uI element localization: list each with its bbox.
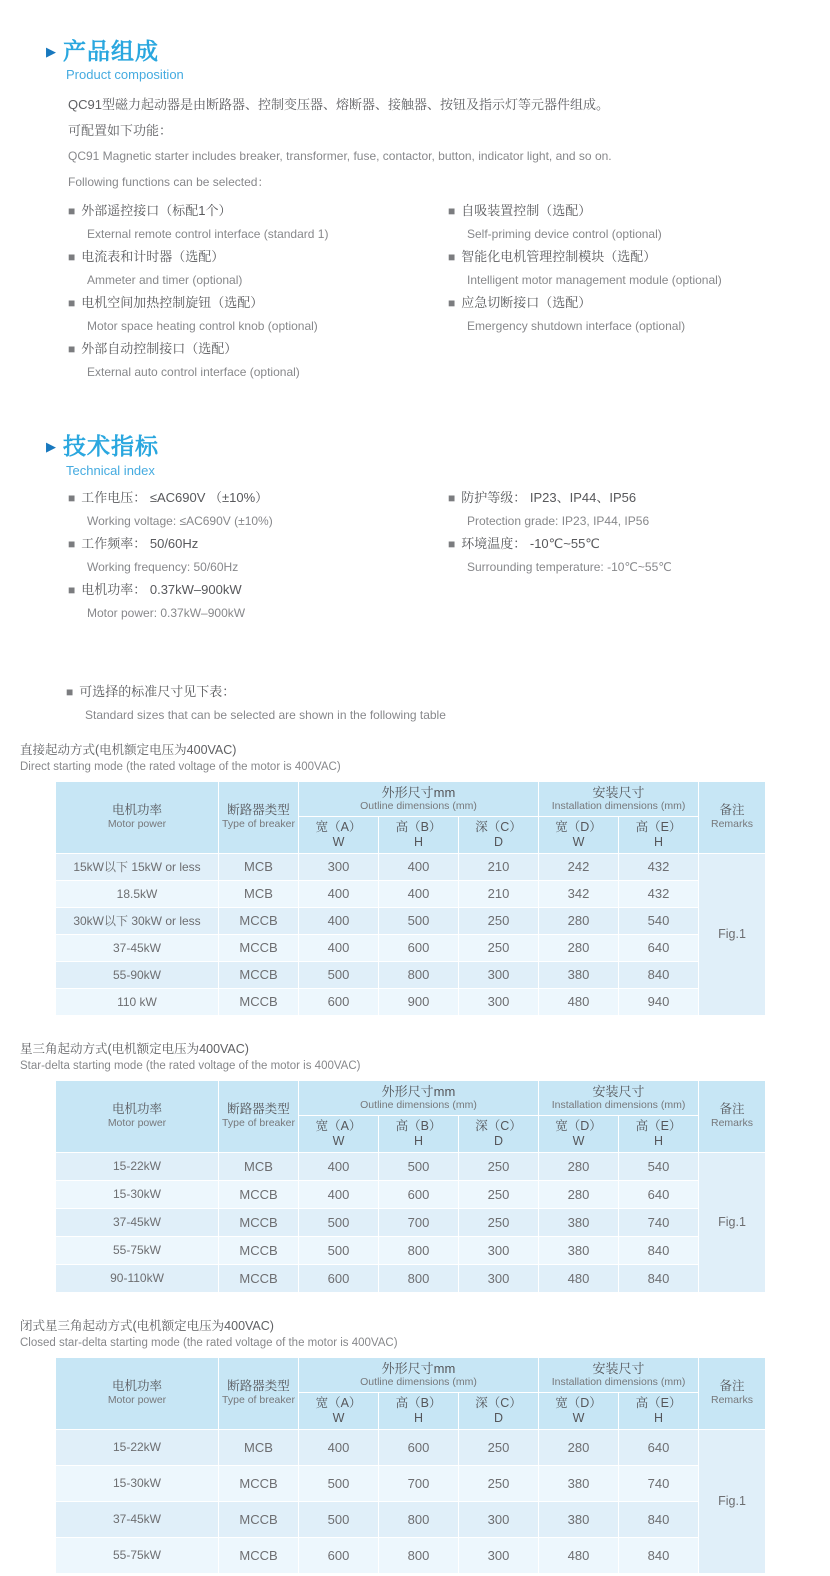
col-depth-c: 深（C） D <box>459 1115 539 1152</box>
table-title-en: Direct starting mode (the rated voltage of the motor is 400VAC) <box>20 760 341 773</box>
table-row <box>56 880 766 907</box>
bullet-square-icon: ■ <box>448 490 456 505</box>
table-cell: 300 <box>459 1537 539 1573</box>
feature-item <box>68 295 448 334</box>
col-remarks: 备注 Remarks <box>699 781 766 853</box>
feature-label-zh: 应急切断接口（选配） <box>461 295 592 311</box>
table-cell: 400 <box>299 907 379 934</box>
spec-item <box>68 582 448 621</box>
table-row <box>56 1537 766 1573</box>
table-cell: MCCB <box>219 1501 299 1537</box>
table-group-direct-starting <box>20 743 830 1016</box>
col-width-d: 宽（D） W <box>539 1115 619 1152</box>
section-marker-icon: ▶ <box>46 439 56 455</box>
table-cell: 15-30kW <box>56 1465 219 1501</box>
table-title-en: Closed star-delta starting mode (the rated voltage of the motor is 400VAC) <box>20 1336 398 1349</box>
table-cell: MCCB <box>219 1465 299 1501</box>
table-row <box>56 1501 766 1537</box>
table-cell: 640 <box>619 934 699 961</box>
feature-item <box>68 203 448 242</box>
spec-label-zh: 工作频率： 50/60Hz <box>81 535 199 551</box>
spec-label-en: Working frequency: 50/60Hz <box>87 559 239 574</box>
table-cell: 30kW以下 30kW or less <box>56 907 219 934</box>
table-row <box>56 1180 766 1208</box>
col-motor-power: 电机功率 Motor power <box>56 1357 219 1429</box>
table-cell: 400 <box>299 1429 379 1465</box>
table-cell: 840 <box>619 961 699 988</box>
table-cell: 250 <box>459 1208 539 1236</box>
table-cell: 18.5kW <box>56 880 219 907</box>
spec-column-right <box>448 490 778 628</box>
standard-sizes-note <box>66 684 830 723</box>
col-width-a: 宽（A） W <box>299 1392 379 1429</box>
table-row <box>56 961 766 988</box>
col-height-b: 高（B） H <box>379 1115 459 1152</box>
table-cell: 110 kW <box>56 988 219 1015</box>
table-row <box>56 1208 766 1236</box>
feature-label-zh: 外部自动控制接口（选配） <box>81 341 238 357</box>
section-title-en: Technical index <box>66 462 155 478</box>
table-cell: 380 <box>539 961 619 988</box>
table-cell: 600 <box>299 988 379 1015</box>
feature-label-zh: 外部遥控接口（标配1个） <box>81 203 232 219</box>
bullet-square-icon: ■ <box>68 250 76 265</box>
table-cell: 840 <box>619 1537 699 1573</box>
col-remarks: 备注 Remarks <box>699 1080 766 1152</box>
col-height-e: 高（E） H <box>619 1115 699 1152</box>
table-cell: 540 <box>619 907 699 934</box>
table-cell: 800 <box>379 1501 459 1537</box>
table-cell: 55-90kW <box>56 961 219 988</box>
feature-item <box>448 203 778 242</box>
section-title-zh: 技术指标 <box>63 433 159 460</box>
bullet-square-icon: ■ <box>68 296 76 311</box>
spec-list <box>68 490 830 628</box>
table-cell: 37-45kW <box>56 934 219 961</box>
col-breaker-type: 断路器类型 Type of breaker <box>219 1357 299 1429</box>
table-cell: 940 <box>619 988 699 1015</box>
table-cell: 600 <box>299 1264 379 1292</box>
table-title-zh: 闭式星三角起动方式(电机额定电压为400VAC) <box>20 1318 274 1333</box>
remarks-cell: Fig.1 <box>699 853 766 1015</box>
col-motor-power: 电机功率 Motor power <box>56 1080 219 1152</box>
table-cell: 15-22kW <box>56 1429 219 1465</box>
spec-label-zh: 电机功率： 0.37kW–900kW <box>81 581 242 597</box>
spec-item <box>68 490 448 529</box>
table-cell: 800 <box>379 961 459 988</box>
table-row <box>56 1236 766 1264</box>
table-cell: 300 <box>459 988 539 1015</box>
col-width-d: 宽（D） W <box>539 1392 619 1429</box>
table-cell: 740 <box>619 1465 699 1501</box>
feature-column-left <box>68 203 448 387</box>
table-cell: 90-110kW <box>56 1264 219 1292</box>
col-breaker-type: 断路器类型 Type of breaker <box>219 1080 299 1152</box>
table-cell: 432 <box>619 880 699 907</box>
feature-label-en: Self-priming device control (optional) <box>467 227 662 242</box>
col-motor-power: 电机功率 Motor power <box>56 781 219 853</box>
table-cell: 400 <box>379 853 459 880</box>
table-cell: 300 <box>299 853 379 880</box>
table-cell: 400 <box>299 1152 379 1180</box>
col-height-b: 高（B） H <box>379 816 459 853</box>
spec-item <box>448 490 778 529</box>
table-cell: MCCB <box>219 961 299 988</box>
feature-label-zh: 电流表和计时器（选配） <box>81 249 225 265</box>
table-cell: 500 <box>379 1152 459 1180</box>
table-cell: 280 <box>539 907 619 934</box>
remarks-cell: Fig.1 <box>699 1152 766 1292</box>
table-cell: 250 <box>459 907 539 934</box>
feature-item <box>448 295 778 334</box>
table-cell: 400 <box>299 1180 379 1208</box>
bullet-square-icon: ■ <box>448 536 456 551</box>
table-cell: MCB <box>219 1429 299 1465</box>
intro-paragraphs <box>68 98 788 189</box>
table-cell: 840 <box>619 1236 699 1264</box>
feature-label-en: External remote control interface (standard 1) <box>87 227 329 242</box>
bullet-square-icon: ■ <box>68 342 76 357</box>
table-cell: 15-22kW <box>56 1152 219 1180</box>
table-cell: 800 <box>379 1236 459 1264</box>
table-cell: 600 <box>379 1180 459 1208</box>
col-installation-dimensions: 安装尺寸 Installation dimensions (mm) <box>539 1357 699 1392</box>
table-cell: 400 <box>299 880 379 907</box>
table-row <box>56 1152 766 1180</box>
feature-item <box>448 249 778 288</box>
table-cell: 55-75kW <box>56 1236 219 1264</box>
table-title-zh: 星三角起动方式(电机额定电压为400VAC) <box>20 1041 249 1056</box>
table-cell: 840 <box>619 1501 699 1537</box>
table-cell: 250 <box>459 1429 539 1465</box>
col-outline-dimensions: 外形尺寸mm Outline dimensions (mm) <box>299 781 539 816</box>
feature-item <box>68 341 448 380</box>
table-cell: 300 <box>459 1501 539 1537</box>
table-cell: 500 <box>299 1465 379 1501</box>
table-cell: 380 <box>539 1236 619 1264</box>
table-cell: MCCB <box>219 907 299 934</box>
table-cell: 600 <box>379 934 459 961</box>
table-cell: MCCB <box>219 1264 299 1292</box>
table-cell: 250 <box>459 1152 539 1180</box>
section-marker-icon: ▶ <box>46 43 56 59</box>
section-product-composition <box>0 38 830 387</box>
table-cell: 740 <box>619 1208 699 1236</box>
table-cell: 242 <box>539 853 619 880</box>
bullet-square-icon: ■ <box>448 204 456 219</box>
bullet-square-icon: ■ <box>68 536 76 551</box>
feature-label-en: External auto control interface (optional) <box>87 365 300 380</box>
table-cell: 600 <box>299 1537 379 1573</box>
intro-paragraph-zh2: 可配置如下功能： <box>68 123 173 139</box>
col-depth-c: 深（C） D <box>459 816 539 853</box>
table-cell: MCB <box>219 880 299 907</box>
col-width-a: 宽（A） W <box>299 1115 379 1152</box>
spec-label-en: Surrounding temperature: -10℃~55℃ <box>467 559 672 574</box>
intro-paragraph-zh: QC91型磁力起动器是由断路器、控制变压器、熔断器、接触器、按钮及指示灯等元器件组成。 <box>68 97 609 113</box>
col-breaker-type: 断路器类型 Type of breaker <box>219 781 299 853</box>
table-cell: 800 <box>379 1537 459 1573</box>
page-title-en: Product composition <box>66 67 184 83</box>
table-cell: 900 <box>379 988 459 1015</box>
table-cell: MCCB <box>219 988 299 1015</box>
table-cell: 500 <box>299 1208 379 1236</box>
col-height-b: 高（B） H <box>379 1392 459 1429</box>
col-height-e: 高（E） H <box>619 816 699 853</box>
feature-list <box>68 203 830 387</box>
table-cell: 500 <box>379 907 459 934</box>
table-cell: 640 <box>619 1180 699 1208</box>
bullet-square-icon: ■ <box>448 250 456 265</box>
table-cell: 840 <box>619 1264 699 1292</box>
col-outline-dimensions: 外形尺寸mm Outline dimensions (mm) <box>299 1357 539 1392</box>
table-cell: 300 <box>459 961 539 988</box>
feature-label-zh: 智能化电机管理控制模块（选配） <box>461 249 657 265</box>
feature-label-en: Ammeter and timer (optional) <box>87 273 243 288</box>
table-row <box>56 1465 766 1501</box>
table-cell: 342 <box>539 880 619 907</box>
section-technical-index <box>0 433 830 627</box>
table-cell: 37-45kW <box>56 1208 219 1236</box>
table-cell: 55-75kW <box>56 1537 219 1573</box>
intro-paragraph-en2: Following functions can be selected： <box>68 175 270 190</box>
table-cell: 432 <box>619 853 699 880</box>
table-cell: 540 <box>619 1152 699 1180</box>
col-outline-dimensions: 外形尺寸mm Outline dimensions (mm) <box>299 1080 539 1115</box>
spec-column-left <box>68 490 448 628</box>
table-cell: MCB <box>219 853 299 880</box>
col-installation-dimensions: 安装尺寸 Installation dimensions (mm) <box>539 781 699 816</box>
feature-label-en: Motor space heating control knob (optional) <box>87 319 318 334</box>
col-depth-c: 深（C） D <box>459 1392 539 1429</box>
table-cell: 300 <box>459 1236 539 1264</box>
dimension-table-star-delta <box>55 1080 766 1293</box>
table-cell: 15kW以下 15kW or less <box>56 853 219 880</box>
table-cell: 500 <box>299 1236 379 1264</box>
table-cell: 480 <box>539 1537 619 1573</box>
bullet-square-icon: ■ <box>448 296 456 311</box>
table-cell: 600 <box>379 1429 459 1465</box>
feature-label-zh: 电机空间加热控制旋钮（选配） <box>81 295 264 311</box>
dimension-table-closed-star-delta <box>55 1357 766 1574</box>
remarks-cell: Fig.1 <box>699 1429 766 1573</box>
table-cell: MCCB <box>219 1236 299 1264</box>
page-title-zh: 产品组成 <box>63 38 159 64</box>
col-remarks: 备注 Remarks <box>699 1357 766 1429</box>
table-cell: 250 <box>459 1180 539 1208</box>
table-cell: 400 <box>379 880 459 907</box>
table-row <box>56 853 766 880</box>
col-height-e: 高（E） H <box>619 1392 699 1429</box>
table-title-en: Star-delta starting mode (the rated voltage of the motor is 400VAC) <box>20 1059 361 1072</box>
table-cell: 380 <box>539 1501 619 1537</box>
table-row <box>56 1429 766 1465</box>
intro-paragraph-en: QC91 Magnetic starter includes breaker, transformer, fuse, contactor, button, indicator light, and so on. <box>68 149 612 164</box>
table-cell: 250 <box>459 1465 539 1501</box>
section-title-row <box>46 433 830 459</box>
table-cell: 800 <box>379 1264 459 1292</box>
feature-label-en: Intelligent motor management module (optional) <box>467 273 722 288</box>
table-cell: 640 <box>619 1429 699 1465</box>
spec-label-zh: 环境温度： -10℃~55℃ <box>461 535 600 551</box>
table-cell: 700 <box>379 1208 459 1236</box>
table-cell: 300 <box>459 1264 539 1292</box>
spec-label-en: Working voltage: ≤AC690V (±10%) <box>87 513 273 528</box>
bullet-square-icon: ■ <box>68 204 76 219</box>
table-group-closed-star-delta <box>20 1319 830 1574</box>
table-row <box>56 1264 766 1292</box>
bullet-square-icon: ■ <box>68 582 76 597</box>
note-zh: 可选择的标准尺寸见下表： <box>79 683 236 699</box>
note-en: Standard sizes that can be selected are shown in the following table <box>85 707 446 722</box>
table-cell: 500 <box>299 961 379 988</box>
table-cell: 280 <box>539 1152 619 1180</box>
table-row <box>56 907 766 934</box>
spec-item <box>68 536 448 575</box>
table-cell: MCB <box>219 1152 299 1180</box>
table-title-zh: 直接起动方式(电机额定电压为400VAC) <box>20 742 237 757</box>
bullet-square-icon: ■ <box>66 684 74 699</box>
table-cell: 500 <box>299 1501 379 1537</box>
dimension-table-direct <box>55 781 766 1016</box>
table-cell: 250 <box>459 934 539 961</box>
table-cell: MCCB <box>219 1208 299 1236</box>
table-row <box>56 934 766 961</box>
feature-item <box>68 249 448 288</box>
table-cell: MCCB <box>219 1537 299 1573</box>
table-cell: 400 <box>299 934 379 961</box>
feature-label-zh: 自吸装置控制（选配） <box>461 203 592 219</box>
feature-label-en: Emergency shutdown interface (optional) <box>467 319 686 334</box>
table-cell: 380 <box>539 1465 619 1501</box>
table-cell: 210 <box>459 853 539 880</box>
col-width-d: 宽（D） W <box>539 816 619 853</box>
table-row <box>56 988 766 1015</box>
table-cell: 480 <box>539 1264 619 1292</box>
table-cell: 37-45kW <box>56 1501 219 1537</box>
spec-item <box>448 536 778 575</box>
table-cell: 15-30kW <box>56 1180 219 1208</box>
col-width-a: 宽（A） W <box>299 816 379 853</box>
bullet-square-icon: ■ <box>68 490 76 505</box>
table-cell: MCCB <box>219 1180 299 1208</box>
table-cell: 700 <box>379 1465 459 1501</box>
spec-label-zh: 防护等级： IP23、IP44、IP56 <box>461 489 637 505</box>
table-group-star-delta <box>20 1042 830 1293</box>
spec-label-en: Protection grade: IP23, IP44, IP56 <box>467 513 650 528</box>
table-cell: 280 <box>539 1180 619 1208</box>
spec-label-en: Motor power: 0.37kW–900kW <box>87 605 246 620</box>
col-installation-dimensions: 安装尺寸 Installation dimensions (mm) <box>539 1080 699 1115</box>
section-title-row <box>46 38 830 64</box>
table-cell: MCCB <box>219 934 299 961</box>
table-cell: 280 <box>539 1429 619 1465</box>
table-cell: 280 <box>539 934 619 961</box>
table-cell: 210 <box>459 880 539 907</box>
spec-label-zh: 工作电压： ≤AC690V （±10%） <box>81 489 269 505</box>
table-cell: 380 <box>539 1208 619 1236</box>
table-cell: 480 <box>539 988 619 1015</box>
feature-column-right <box>448 203 778 387</box>
